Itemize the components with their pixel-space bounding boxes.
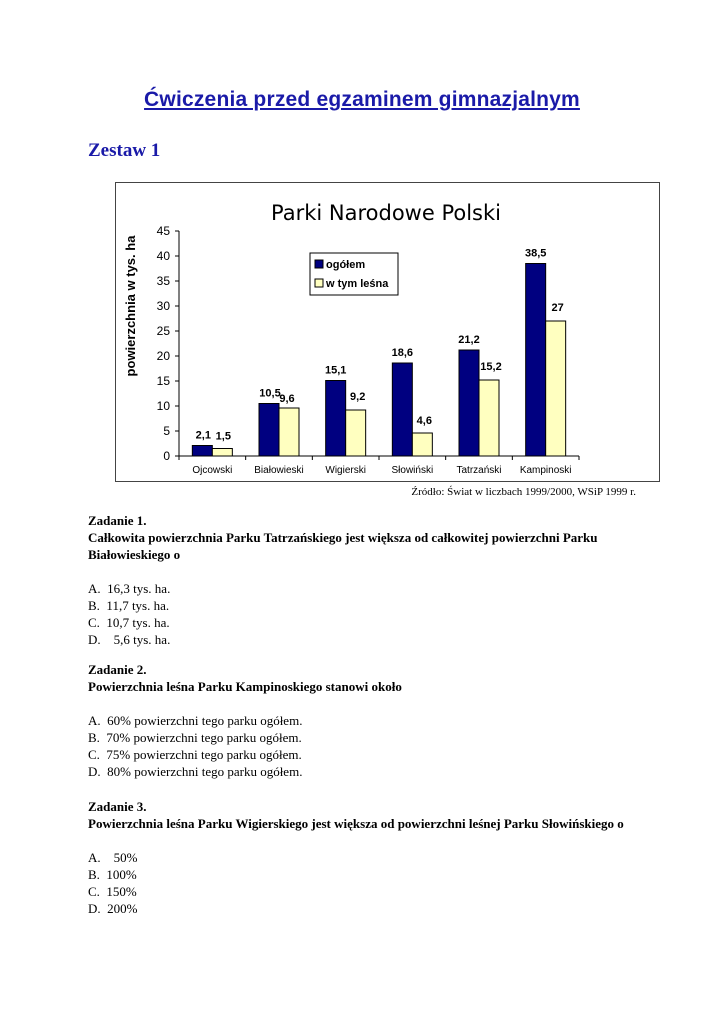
- answer-option: C. 150%: [88, 884, 137, 899]
- answer-option: A. 60% powierzchni tego parku ogółem.: [88, 713, 303, 728]
- data-label: 1,5: [215, 430, 231, 443]
- y-tick-label: 35: [156, 274, 170, 288]
- task-heading: Zadanie 1.: [88, 513, 147, 528]
- answer-option: D. 5,6 tys. ha.: [88, 632, 171, 647]
- bar-forest: [546, 321, 566, 456]
- chart-ylabel: powierzchnia w tys. ha: [123, 235, 138, 377]
- y-tick-label: 40: [156, 249, 170, 263]
- answer-option: C. 10,7 tys. ha.: [88, 615, 170, 630]
- x-tick-label: Słowiński: [391, 465, 434, 476]
- bar-total: [259, 404, 279, 457]
- bar-forest: [412, 433, 432, 456]
- bar-total: [459, 350, 479, 456]
- legend-label: ogółem: [326, 259, 366, 271]
- task-question: Całkowita powierzchnia Parku Tatrzańskiego jest większa od całkowitej powierzchni Parku Białowieskiego o: [88, 530, 598, 562]
- data-label: 38,5: [524, 247, 547, 260]
- bar-total: [192, 446, 212, 457]
- x-tick-label: Białowieski: [254, 465, 304, 476]
- data-label: 10,5: [259, 387, 281, 400]
- task-heading: Zadanie 2.: [88, 662, 147, 677]
- bar-total: [326, 381, 346, 457]
- page-title: Ćwiczenia przed egzaminem gimnazjalnym: [144, 88, 580, 111]
- answer-option: D. 80% powierzchni tego parku ogółem.: [88, 764, 303, 779]
- bar-forest: [212, 449, 232, 457]
- y-tick-label: 30: [156, 299, 170, 313]
- data-label: 4,6: [416, 415, 432, 427]
- y-tick-label: 45: [156, 224, 170, 238]
- data-label: 18,6: [391, 347, 414, 359]
- answer-option: A. 16,3 tys. ha.: [88, 581, 171, 596]
- source-note: Źródło: Świat w liczbach 1999/2000, WSiP 1999 r.: [411, 486, 636, 498]
- y-tick-label: 25: [156, 324, 170, 338]
- task-1: [88, 512, 648, 648]
- legend-swatch: [315, 279, 323, 287]
- answer-options: [88, 849, 648, 917]
- x-tick-label: Wigierski: [325, 465, 366, 476]
- x-tick-label: Kampinoski: [519, 465, 572, 476]
- task-3: [88, 798, 648, 917]
- bar-total: [526, 264, 546, 457]
- y-tick-label: 0: [163, 449, 170, 463]
- answer-option: D. 200%: [88, 901, 138, 916]
- task-2: [88, 661, 648, 780]
- y-tick-label: 10: [156, 399, 170, 413]
- answer-options: [88, 580, 648, 648]
- data-label: 21,2: [458, 334, 480, 346]
- bar-forest: [279, 408, 299, 456]
- task-heading: Zadanie 3.: [88, 799, 147, 814]
- bar-total: [392, 363, 412, 456]
- answer-option: B. 11,7 tys. ha.: [88, 598, 170, 613]
- answer-option: C. 75% powierzchni tego parku ogółem.: [88, 747, 302, 762]
- chart-legend: [310, 253, 398, 295]
- data-label: 9,2: [350, 391, 366, 403]
- answer-option: B. 100%: [88, 867, 137, 882]
- bar-forest: [479, 380, 499, 456]
- data-label: 15,1: [324, 364, 347, 377]
- chart-title: Parki Narodowe Polski: [271, 201, 501, 225]
- answer-option: A. 50%: [88, 850, 138, 865]
- data-label: 15,2: [480, 361, 502, 373]
- set-title: Zestaw 1: [88, 140, 161, 161]
- answer-option: B. 70% powierzchni tego parku ogółem.: [88, 730, 302, 745]
- x-tick-label: Ojcowski: [192, 465, 233, 476]
- y-tick-label: 15: [156, 374, 170, 388]
- legend-swatch: [315, 260, 323, 268]
- bar-chart: [116, 183, 661, 483]
- task-question: Powierzchnia leśna Parku Kampinoskiego stanowi około: [88, 679, 402, 694]
- legend-label: w tym leśna: [326, 278, 389, 290]
- data-label: 27: [551, 302, 564, 314]
- x-tick-label: Tatrzański: [456, 465, 502, 476]
- answer-options: [88, 712, 648, 780]
- y-tick-label: 20: [156, 349, 170, 363]
- data-label: 2,1: [195, 429, 211, 442]
- bar-forest: [346, 410, 366, 456]
- chart-frame: [115, 182, 660, 482]
- task-question: Powierzchnia leśna Parku Wigierskiego jest większa od powierzchni leśnej Parku Słowińskiego o: [88, 816, 624, 831]
- y-tick-label: 5: [163, 424, 170, 438]
- data-label: 9,6: [279, 393, 295, 405]
